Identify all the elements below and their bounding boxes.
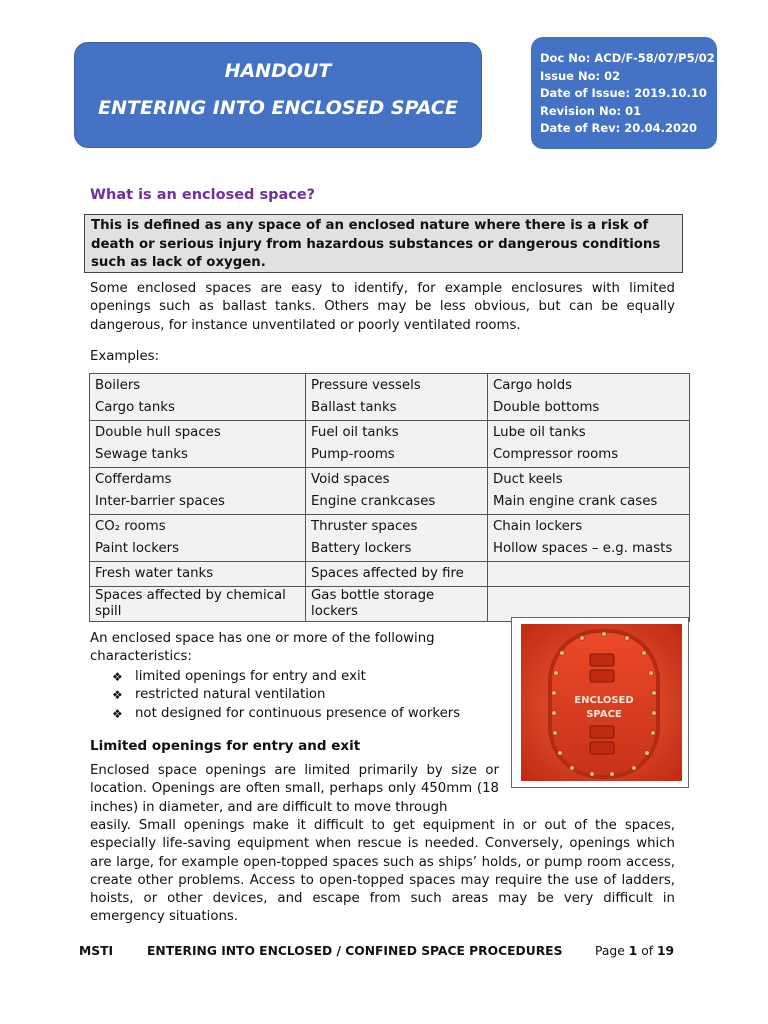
characteristics-intro: An enclosed space has one or more of the following characteristics: [90, 631, 435, 665]
table-row [90, 374, 690, 421]
examples-label: Examples: [90, 349, 160, 364]
footer-title: ENTERING INTO ENCLOSED / CONFINED SPACE PROCEDURES [147, 944, 563, 958]
issue-number: Issue No: 02 [540, 68, 621, 83]
enclosed-space-hatch-image [512, 618, 688, 787]
characteristics-list [112, 668, 460, 723]
table-cell: CO₂ rooms Paint lockers [90, 515, 306, 562]
table-row [90, 562, 690, 587]
table-cell: Fuel oil tanks Pump-rooms [306, 421, 488, 468]
sign-text-line1: ENCLOSED [574, 695, 634, 706]
date-of-issue: Date of Issue: 2019.10.10 [540, 86, 707, 100]
table-cell: Spaces affected by chemical spill [90, 587, 306, 622]
table-cell: Lube oil tanks Compressor rooms [488, 421, 690, 468]
diamond-bullet-icon: ❖ [112, 688, 123, 703]
definition-box: This is defined as any space of an enclosed nature where there is a risk of death or serious injury from hazardous substances or dangerous conditions such as lack of oxygen. [84, 214, 683, 273]
table-cell: Fresh water tanks [90, 562, 306, 587]
table-cell: Gas bottle storage lockers [306, 587, 488, 622]
sign-text-line2: SPACE [586, 709, 622, 720]
table-cell: Chain lockers Hollow spaces – e.g. masts [488, 515, 690, 562]
examples-table [89, 373, 690, 622]
doc-number: Doc No: ACD/F-58/07/P5/02 [540, 51, 715, 65]
section-heading-limited-openings: Limited openings for entry and exit [90, 738, 361, 754]
section-heading-enclosed-space: What is an enclosed space? [90, 187, 316, 203]
table-cell: Double hull spaces Sewage tanks [90, 421, 306, 468]
list-item: ❖ not designed for continuous presence of workers [112, 705, 460, 723]
openings-paragraph-part2: easily. Small openings make it difficult to get equipment in or out of the spaces, especially life-saving equipment when rescue is needed. Conversely, openings which are large, for example open-topped spaces such as ships’ holds, or pump room access, create other problems. Access to open-topped spaces may require the use of ladders, hoists, or other devices, and escape from such areas may be very difficult in emergency situations. [90, 818, 675, 925]
intro-paragraph: Some enclosed spaces are easy to identify, for example enclosures with limited openings such as ballast tanks. Others may be less obvious, but can be equally dangerous, for instance unventilated or poorly ventilated rooms. [90, 281, 675, 333]
title-banner [74, 42, 482, 148]
document-info-box [531, 37, 717, 149]
table-cell: Void spaces Engine crankcases [306, 468, 488, 515]
table-cell: Duct keels Main engine crank cases [488, 468, 690, 515]
page-title: ENTERING INTO ENCLOSED SPACE [98, 97, 458, 119]
table-row [90, 468, 690, 515]
diamond-bullet-icon: ❖ [112, 670, 123, 684]
examples-table-body [90, 374, 690, 622]
table-cell: Pressure vessels Ballast tanks [306, 374, 488, 421]
table-row [90, 515, 690, 562]
table-cell: Cofferdams Inter-barrier spaces [90, 468, 306, 515]
handout-label: HANDOUT [224, 60, 332, 82]
diamond-bullet-icon: ❖ [112, 706, 123, 721]
list-item: ❖ limited openings for entry and exit [112, 668, 460, 686]
enclosed-space-photo [511, 617, 689, 788]
date-of-revision: Date of Rev: 20.04.2020 [540, 121, 698, 135]
footer-org: MSTI [79, 944, 114, 958]
openings-paragraph-part1: Enclosed space openings are limited primarily by size or location. Openings are often small, perhaps only 450mm (18 inches) in diameter, and are difficult to move through [90, 763, 499, 815]
revision-number: Revision No: 01 [540, 103, 642, 118]
table-cell: Spaces affected by fire [306, 562, 488, 587]
table-row [90, 421, 690, 468]
table-cell: Boilers Cargo tanks [90, 374, 306, 421]
table-cell: Thruster spaces Battery lockers [306, 515, 488, 562]
table-cell [488, 562, 690, 587]
footer-page-number: Page 1 of 19 [595, 944, 675, 958]
table-cell: Cargo holds Double bottoms [488, 374, 690, 421]
list-item: ❖ restricted natural ventilation [112, 686, 460, 704]
